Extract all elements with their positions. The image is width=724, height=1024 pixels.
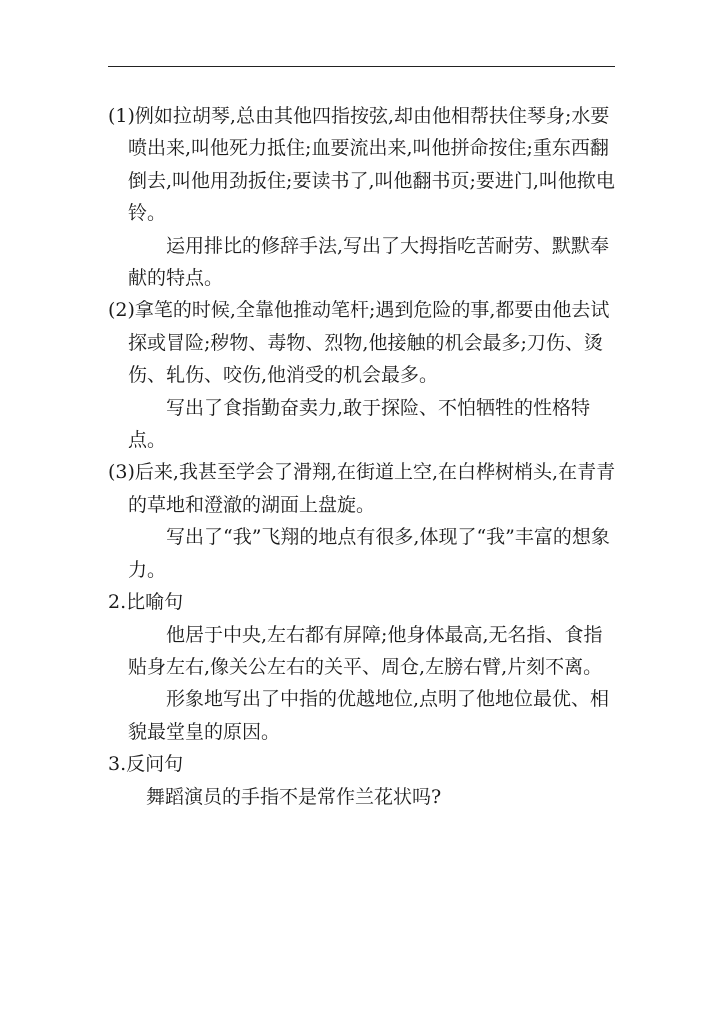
header-rule [108, 66, 615, 67]
example-2-quote: (2)拿笔的时候,全靠他推动笔杆;遇到危险的事,都要由他去试探或冒险;秽物、毒物、烈物,他接触的机会最多;刀伤、烫伤、轧伤、咬伤,他消受的机会最多。 [108, 299, 610, 387]
example-1-quote: (1)例如拉胡琴,总由其他四指按弦,却由他相帮扶住琴身;水要喷出来,叫他死力抵住;血要流出来,叫他拼命按住;重东西翻倒去,叫他用劲扳住;要读书了,叫他翻书页;要进门,叫他揿电铃。 [108, 105, 615, 225]
metaphor-analysis: 形象地写出了中指的优越地位,点明了他地位最优、相貌最堂皇的原因。 [128, 688, 610, 743]
example-1-analysis: 运用排比的修辞手法,写出了大拇指吃苦耐劳、默默奉献的特点。 [128, 234, 610, 290]
example-3-quote: (3)后来,我甚至学会了滑翔,在街道上空,在白桦树梢头,在青青的草地和澄澈的湖面上盘旋。 [108, 461, 616, 516]
example-2-analysis: 写出了食指勤奋卖力,敢于探险、不怕牺牲的性格特点。 [128, 396, 591, 452]
section-heading-metaphor: 2.比喻句 [108, 591, 184, 614]
document-body [108, 100, 618, 813]
rhetorical-question-quote: 舞蹈演员的手指不是常作兰花状吗? [146, 785, 442, 808]
example-3-analysis: 写出了“我”飞翔的地点有很多,体现了“我”丰富的想象力。 [128, 526, 610, 581]
section-heading-rhetorical-question: 3.反问句 [108, 753, 184, 776]
metaphor-quote: 他居于中央,左右都有屏障;他身体最高,无名指、食指贴身左右,像关公左右的关平、周仓,左膀右臂,片刻不离。 [128, 623, 603, 678]
